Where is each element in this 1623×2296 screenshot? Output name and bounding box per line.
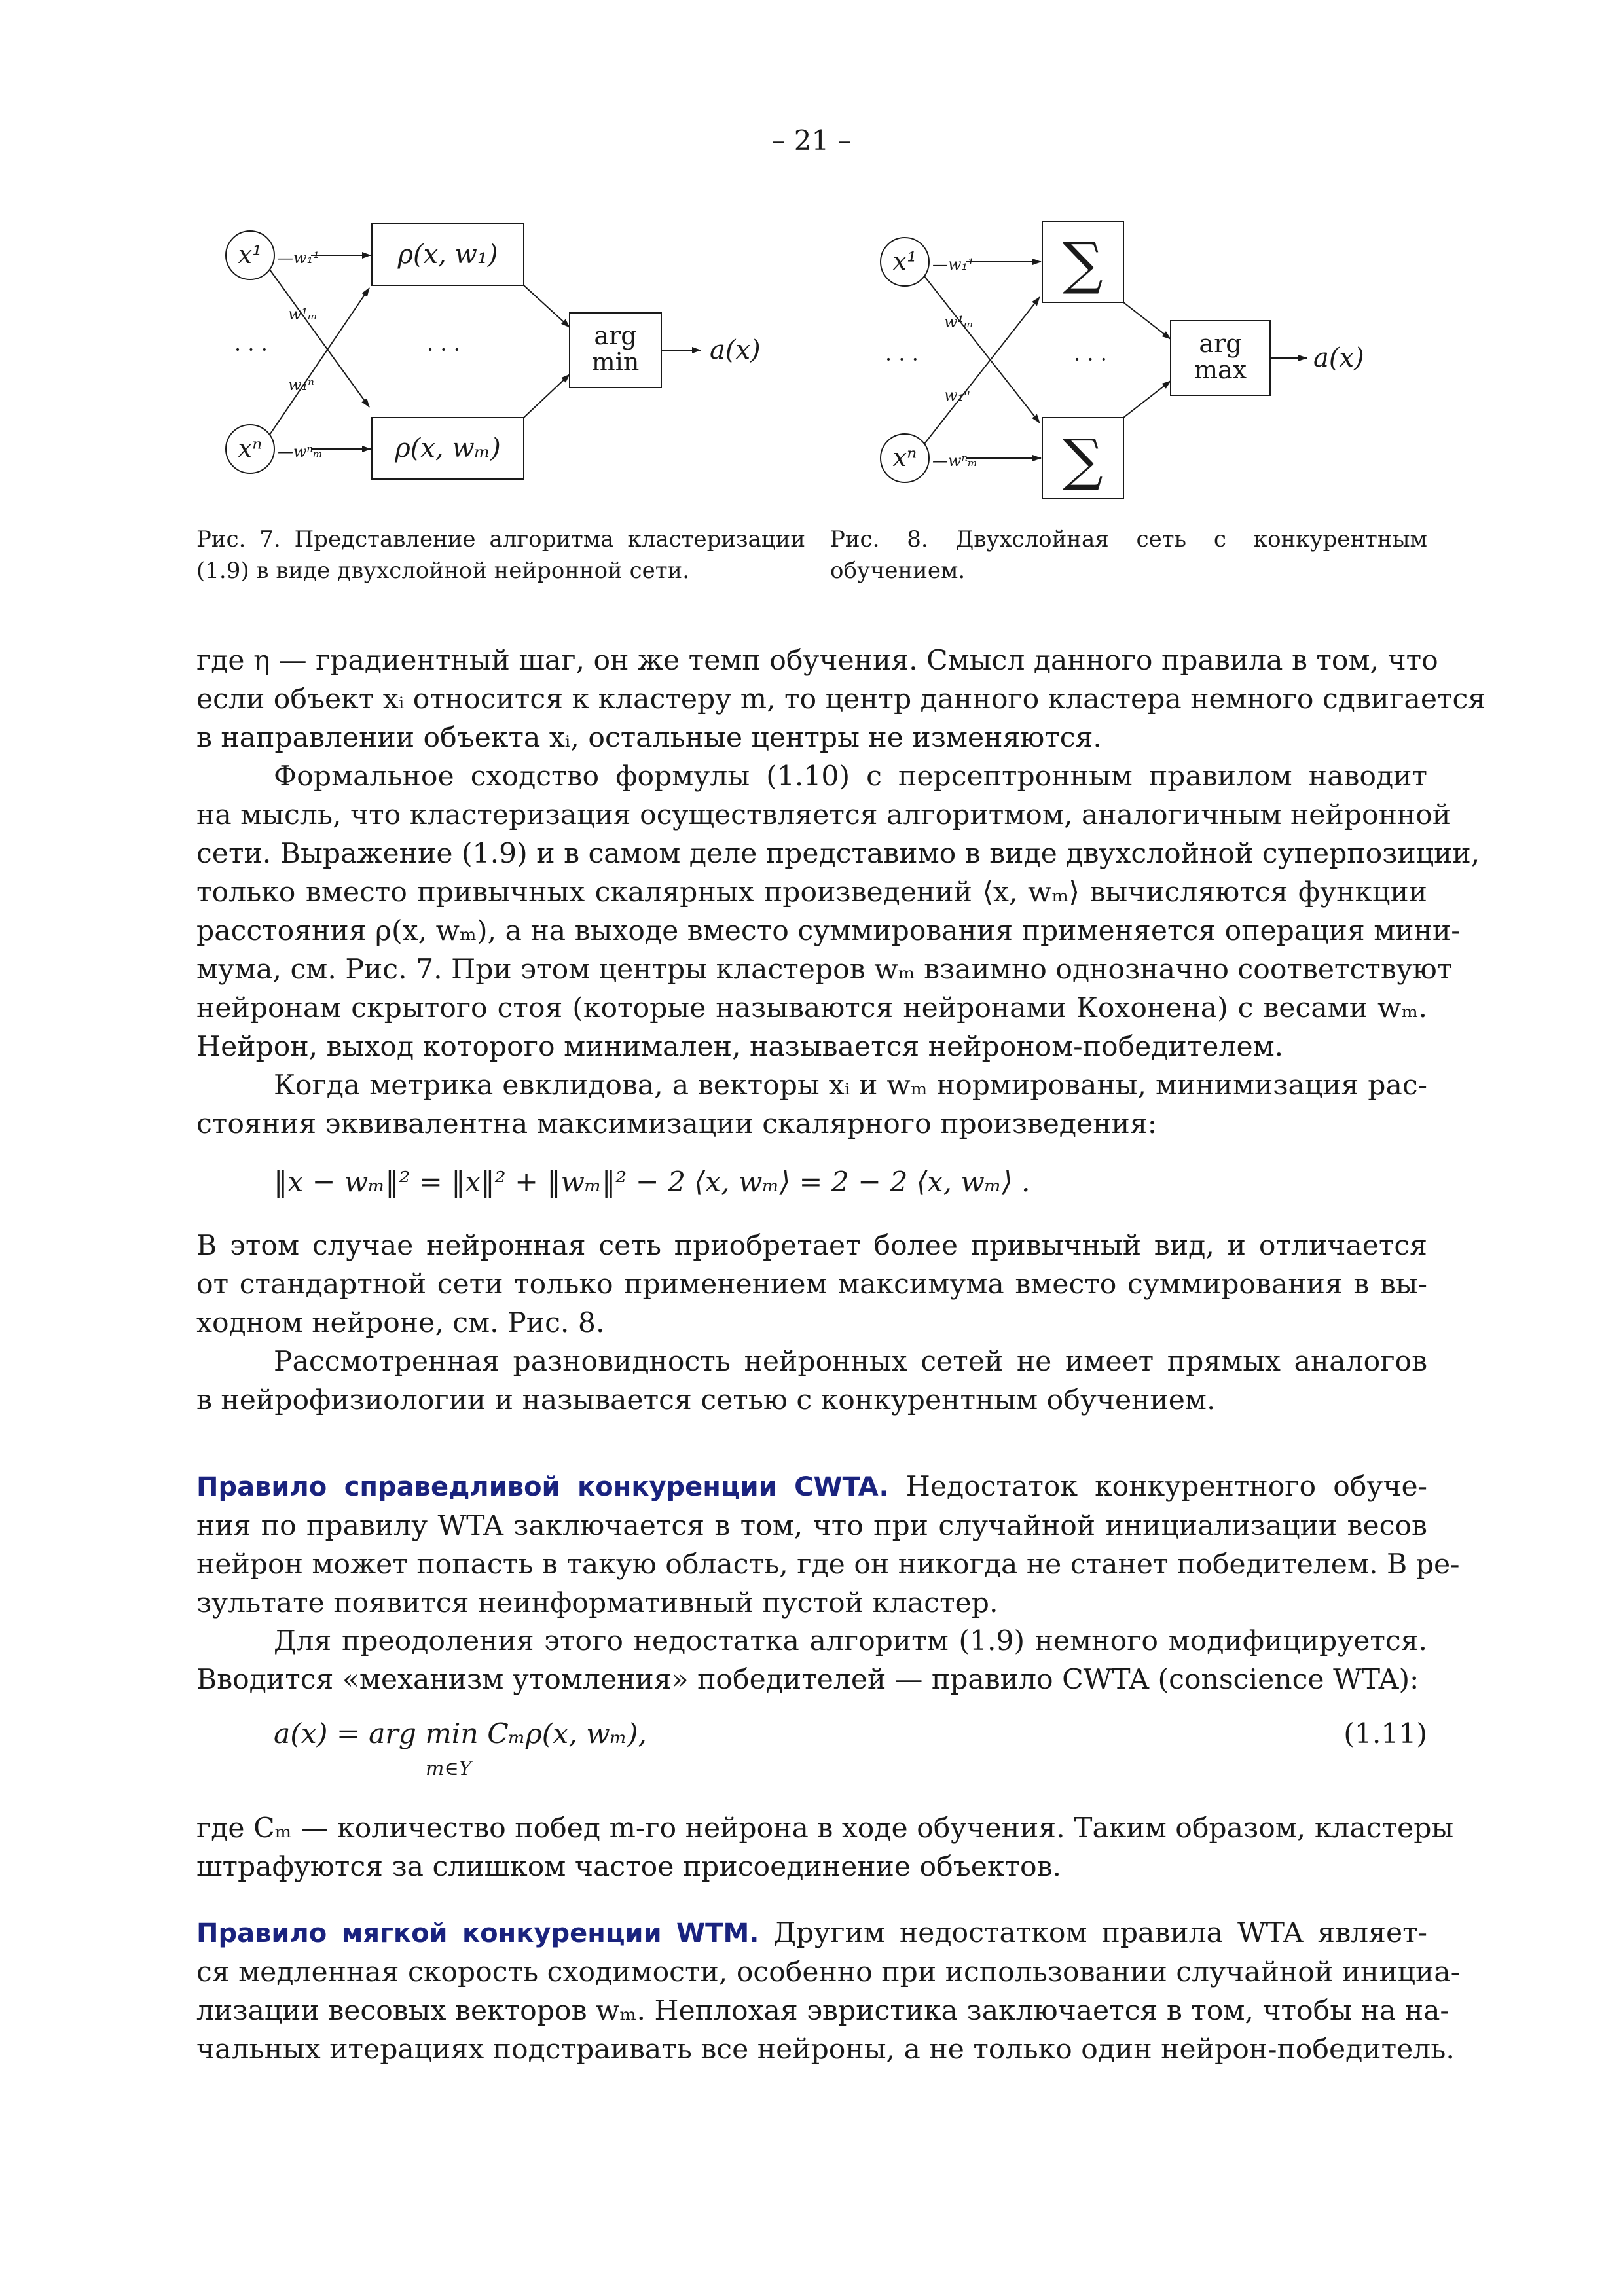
text-line: где Cₘ — количество побед m-го нейрона в ходе обучения. Таким образом, кластеры bbox=[196, 1812, 1454, 1844]
text-line: нейронам скрытого стоя (которые называются нейронами Кохонена) с весами wₘ. bbox=[196, 992, 1427, 1024]
fig8-max-label: max bbox=[1194, 355, 1247, 384]
section-wtm bbox=[196, 1914, 1461, 2069]
fig8-input-bottom-label: xⁿ bbox=[892, 443, 917, 472]
paragraph-2 bbox=[196, 757, 1480, 1066]
fig7-arg-label: arg bbox=[594, 321, 637, 350]
text-line: чальных итерациях подстраивать все нейроны, а не только один нейрон-победитель. bbox=[196, 2034, 1455, 2066]
fig7-node-top-label: ρ(x, w₁) bbox=[397, 240, 498, 270]
text-line: где η — градиентный шаг, он же темп обучения. Смысл данного правила в том, что bbox=[196, 645, 1438, 677]
fig7-input-top-label: x¹ bbox=[238, 240, 263, 269]
fig8-input-top-label: x¹ bbox=[892, 247, 917, 276]
section-heading-wtm: Правило мягкой конкуренции WTM. bbox=[196, 1918, 759, 1948]
text-line: только вместо привычных скалярных произведений ⟨x, wₘ⟩ вычисляются функции bbox=[196, 876, 1427, 908]
formula-cwta: a(x) = arg min Cₘρ(x, wₘ), bbox=[274, 1718, 647, 1750]
fig7-weight-cross-2: w₁ⁿ bbox=[288, 376, 314, 394]
fig7-weight-bottom: —wⁿₘ bbox=[278, 442, 323, 461]
page-number: – 21 – bbox=[771, 124, 852, 156]
text-line: расстояния ρ(x, wₘ), а на выходе вместо суммирования применяется операция мини- bbox=[196, 915, 1461, 947]
formula-cwta-subscript: m∈Y bbox=[426, 1757, 472, 1780]
text-line: Недостаток конкурентного обуче- bbox=[905, 1471, 1427, 1503]
section-cwta bbox=[196, 1467, 1460, 1623]
equation-number: (1.11) bbox=[1343, 1718, 1427, 1750]
text-line: Рассмотренная разновидность нейронных сетей не имеет прямых аналогов bbox=[274, 1346, 1427, 1378]
fig8-weight-cross-2: w₁ⁿ bbox=[944, 386, 970, 404]
text-line: ния по правилу WTA заключается в том, что при случайной инициализации весов bbox=[196, 1510, 1427, 1542]
text-line: от стандартной сети только применением максимума вместо суммирования в вы- bbox=[196, 1268, 1427, 1300]
section-heading-cwta: Правило справедливой конкуренции CWTA. bbox=[196, 1472, 889, 1502]
fig8-weight-top: —w₁¹ bbox=[932, 255, 974, 274]
text-line: ся медленная скорость сходимости, особенно при использовании случайной инициа- bbox=[196, 1956, 1461, 1988]
text-line: Вводится «механизм утомления» победителей — правило CWTA (conscience WTA): bbox=[196, 1664, 1419, 1696]
text-line: в нейрофизиологии и называется сетью с конкурентным обучением. bbox=[196, 1384, 1216, 1416]
text-line: штрафуются за слишком частое присоединение объектов. bbox=[196, 1851, 1062, 1883]
paragraph-3 bbox=[196, 1066, 1427, 1143]
text-line: в направлении объекта xᵢ, остальные центры не изменяются. bbox=[196, 722, 1102, 754]
fig8-weight-bottom: —wⁿₘ bbox=[932, 452, 977, 470]
text-line: Для преодоления этого недостатка алгоритм (1.9) немного модифицируется. bbox=[274, 1625, 1427, 1657]
text-line: если объект xᵢ относится к кластеру m, то центр данного кластера немного сдвигается bbox=[196, 683, 1486, 715]
figure-7-diagram bbox=[196, 203, 799, 504]
text-line: Нейрон, выход которого минимален, называется нейроном-победителем. bbox=[196, 1031, 1284, 1063]
fig7-dots-left: · · · bbox=[234, 337, 268, 362]
paragraph-5 bbox=[196, 1342, 1427, 1420]
paragraph-4 bbox=[196, 1227, 1427, 1342]
figure-8-caption: Рис. 8. Двухслойная сеть с конкурентным обучением. bbox=[830, 526, 1427, 584]
fig8-weight-cross-1: w¹ₘ bbox=[944, 313, 974, 331]
text-line: зультате появится неинформативный пустой кластер. bbox=[196, 1587, 998, 1619]
paragraph-8 bbox=[196, 1809, 1454, 1886]
text-line: Другим недостатком правила WTA являет- bbox=[773, 1917, 1427, 1949]
text-line: нейрон может попасть в такую область, где он никогда не станет победителем. В ре- bbox=[196, 1549, 1460, 1581]
text-line: Формальное сходство формулы (1.10) с персептронным правилом наводит bbox=[274, 761, 1427, 793]
text-line: В этом случае нейронная сеть приобретает более привычный вид, и отличается bbox=[196, 1230, 1427, 1262]
fig7-weight-top: —w₁¹ bbox=[278, 249, 319, 267]
text-line: ходном нейроне, см. Рис. 8. bbox=[196, 1307, 605, 1339]
fig8-dots-mid: · · · bbox=[1074, 347, 1107, 372]
fig7-min-label: min bbox=[591, 348, 640, 376]
fig8-dots-left: · · · bbox=[885, 347, 919, 372]
text-line: лизации весовых векторов wₘ. Неплохая эвристика заключается в том, чтобы на на- bbox=[196, 1995, 1450, 2027]
figure-7-caption: Рис. 7. Представление алгоритма кластеризации (1.9) в виде двухслойной нейронной сети. bbox=[196, 526, 805, 584]
fig8-sum-bottom-symbol: ∑ bbox=[1063, 427, 1103, 493]
fig7-dots-mid: · · · bbox=[427, 337, 460, 362]
paragraph-1 bbox=[196, 641, 1486, 757]
text-line: стояния эквивалентна максимизации скалярного произведения: bbox=[196, 1108, 1158, 1140]
fig8-output-label: a(x) bbox=[1313, 343, 1364, 373]
fig8-sum-top-symbol: ∑ bbox=[1063, 231, 1103, 296]
text-line: на мысль, что кластеризация осуществляется алгоритмом, аналогичным нейронной bbox=[196, 799, 1451, 831]
fig7-node-bottom-label: ρ(x, wₘ) bbox=[395, 433, 501, 463]
fig7-input-bottom-label: xⁿ bbox=[238, 434, 263, 463]
fig8-arg-label: arg bbox=[1199, 329, 1242, 358]
text-line: сети. Выражение (1.9) и в самом деле представимо в виде двухслойной суперпозиции, bbox=[196, 838, 1480, 870]
text-line: Когда метрика евклидова, а векторы xᵢ и wₘ нормированы, минимизация рас- bbox=[274, 1069, 1427, 1102]
fig7-weight-cross-1: w¹ₘ bbox=[288, 305, 318, 323]
figure-8-diagram bbox=[851, 209, 1434, 504]
fig7-output-label: a(x) bbox=[710, 335, 761, 365]
paragraph-7 bbox=[196, 1622, 1427, 1699]
formula-norm-identity: ‖x − wₘ‖² = ‖x‖² + ‖wₘ‖² − 2 ⟨x, wₘ⟩ = 2 − 2 ⟨x, wₘ⟩ . bbox=[274, 1166, 1030, 1198]
text-line: мума, см. Рис. 7. При этом центры кластеров wₘ взаимно однозначно соответствуют bbox=[196, 954, 1453, 986]
